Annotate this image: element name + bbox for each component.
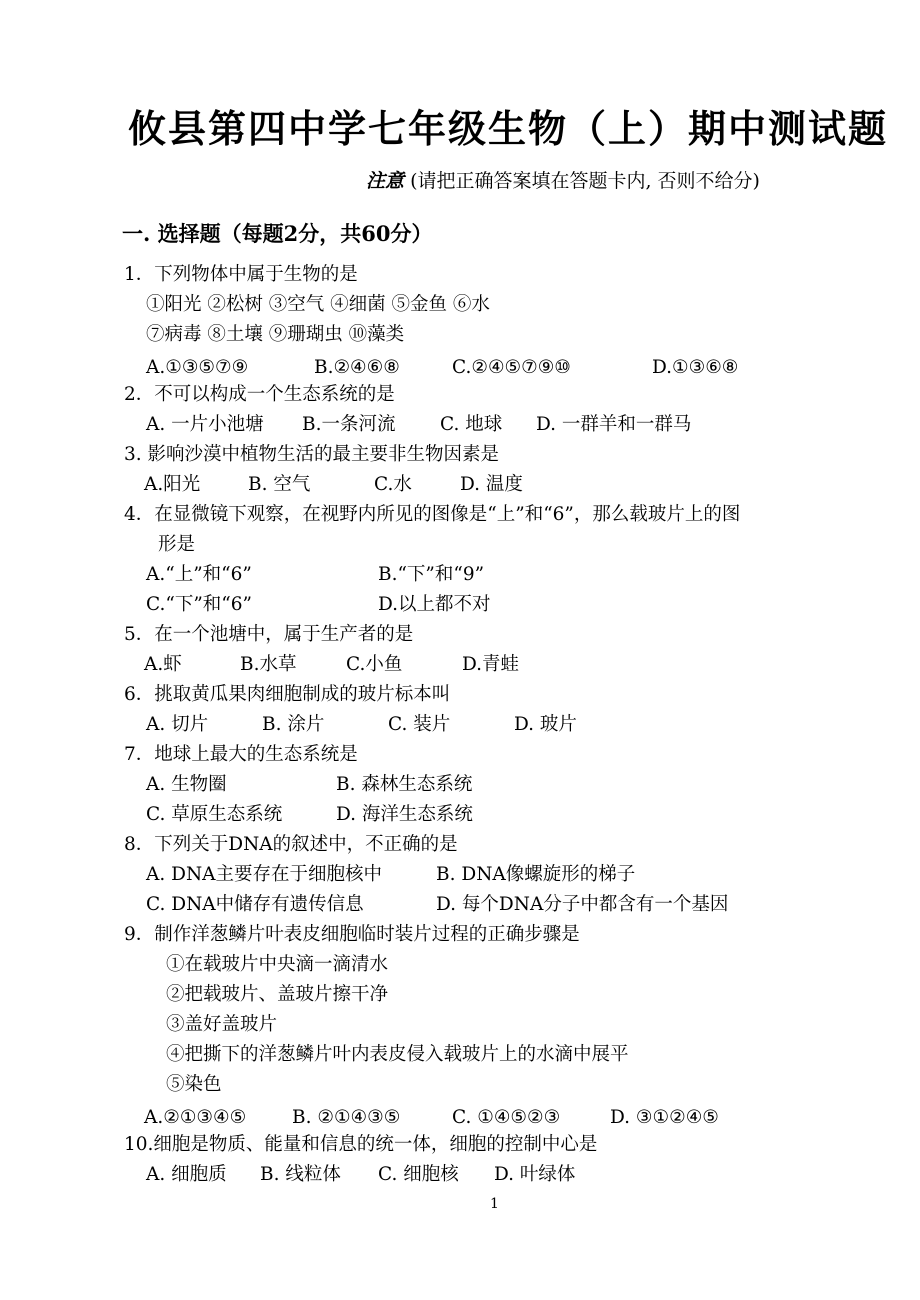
option-a: A. DNA主要存在于细胞核中 (146, 864, 383, 885)
option-a: A. 切片 (146, 714, 209, 735)
question-stem: 7．地球上最大的生态系统是 (124, 744, 358, 765)
question-stem: 5．在一个池塘中，属于生产者的是 (124, 624, 414, 645)
option-d: D.以上都不对 (378, 594, 491, 615)
question-item: ⑤染色 (166, 1074, 222, 1095)
question-item: ③盖好盖玻片 (166, 1014, 278, 1035)
question-stem: 10.细胞是物质、能量和信息的统一体，细胞的控制中心是 (124, 1134, 598, 1155)
question-stem: 9．制作洋葱鳞片叶表皮细胞临时装片过程的正确步骤是 (124, 924, 580, 945)
option-c: C. DNA中储存有遗传信息 (146, 894, 364, 915)
page-number: 1 (490, 1196, 499, 1212)
question-item: ①在载玻片中央滴一滴清水 (166, 954, 389, 975)
option-a: A.“上”和“6” (146, 564, 252, 585)
question-stem: 1．下列物体中属于生物的是 (124, 264, 358, 285)
option-c: C. 地球 (440, 414, 503, 435)
option-d: D.青蛙 (462, 654, 520, 675)
option-a: A.虾 (144, 654, 182, 675)
option-d: D.①③⑥⑧ (652, 357, 739, 378)
option-c: C. 细胞核 (378, 1164, 459, 1185)
option-a: A.阳光 (144, 474, 201, 495)
option-b: B. DNA像螺旋形的梯子 (436, 864, 636, 885)
option-c: C. 装片 (388, 714, 451, 735)
section-heading: 一. 选择题（每题2分，共60分） (122, 221, 433, 246)
page-title: 攸县第四中学七年级生物（上）期中测试题 (128, 106, 889, 151)
option-b: B.一条河流 (302, 414, 396, 435)
option-d: D. 玻片 (514, 714, 577, 735)
option-d: D. 海洋生态系统 (336, 804, 473, 825)
question-item: ②把载玻片、盖玻片擦干净 (166, 984, 389, 1005)
option-c: C.②④⑤⑦⑨⑩ (452, 357, 571, 378)
option-b: B. 森林生态系统 (336, 774, 473, 795)
option-a: A. 一片小池塘 (146, 414, 264, 435)
option-c: C.“下”和“6” (146, 594, 252, 615)
option-b: B. 线粒体 (260, 1164, 341, 1185)
question-stem-continued: 形是 (158, 534, 196, 555)
option-c: C. ①④⑤②③ (452, 1107, 561, 1128)
option-d: D. 叶绿体 (494, 1164, 576, 1185)
option-b: B. 涂片 (262, 714, 325, 735)
question-item: ①阳光 ②松树 ③空气 ④细菌 ⑤金鱼 ⑥水 (146, 294, 490, 315)
question-stem: 4．在显微镜下观察，在视野内所见的图像是“上”和“6”，那么载玻片上的图 (124, 504, 741, 525)
option-d: D. 每个DNA分子中都含有一个基因 (436, 894, 729, 915)
option-b: B. ②①④③⑤ (292, 1107, 401, 1128)
question-item: ④把撕下的洋葱鳞片叶内表皮侵入载玻片上的水滴中展平 (166, 1044, 629, 1065)
notice (366, 166, 760, 193)
option-a: A. 细胞质 (146, 1164, 227, 1185)
notice-label: 注意 (366, 170, 405, 192)
option-d: D. ③①②④⑤ (610, 1107, 719, 1128)
option-c: C.水 (374, 474, 412, 495)
option-d: D. 一群羊和一群马 (536, 414, 692, 435)
option-c: C. 草原生态系统 (146, 804, 283, 825)
option-b: B. 空气 (248, 474, 311, 495)
question-stem: 2．不可以构成一个生态系统的是 (124, 384, 395, 405)
option-b: B.水草 (240, 654, 297, 675)
question-item: ⑦病毒 ⑧土壤 ⑨珊瑚虫 ⑩藻类 (146, 324, 405, 345)
question-stem: 6．挑取黄瓜果肉细胞制成的玻片标本叫 (124, 684, 451, 705)
option-a: A. 生物圈 (146, 774, 227, 795)
option-c: C.小鱼 (346, 654, 403, 675)
question-stem: 8．下列关于DNA的叙述中，不正确的是 (124, 834, 458, 855)
option-a: A.①③⑤⑦⑨ (146, 357, 249, 378)
question-stem: 3. 影响沙漠中植物生活的最主要非生物因素是 (124, 444, 500, 465)
notice-text: (请把正确答案填在答题卡内, 否则不给分) (410, 170, 760, 192)
option-a: A.②①③④⑤ (144, 1107, 247, 1128)
option-d: D. 温度 (460, 474, 523, 495)
option-b: B.“下”和“9” (378, 564, 485, 585)
option-b: B.②④⑥⑧ (314, 357, 400, 378)
